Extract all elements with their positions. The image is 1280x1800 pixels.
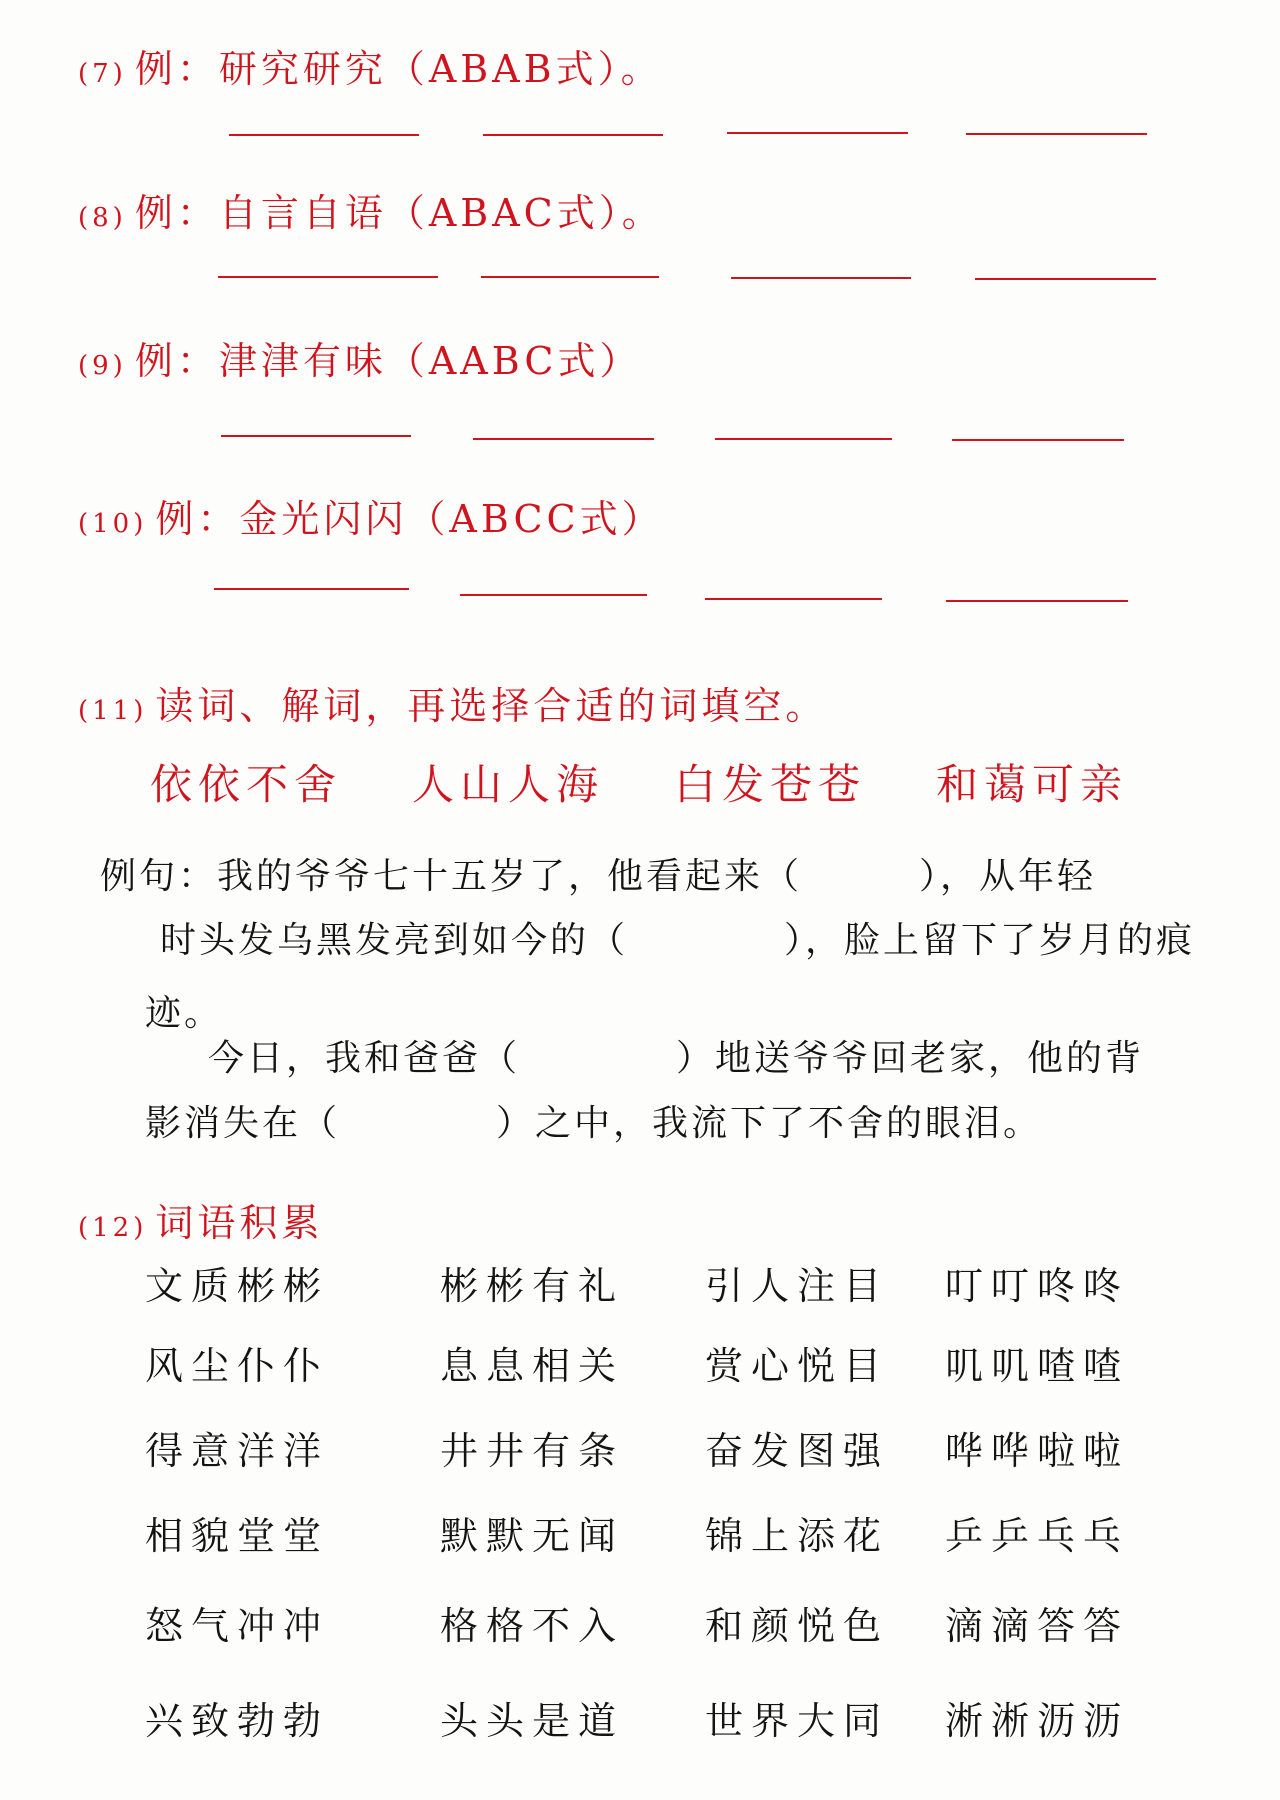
word-entry: 乒乒乓乓 bbox=[945, 1514, 1130, 1558]
answer-blank[interactable] bbox=[705, 598, 882, 600]
word-entry: 哗哗啦啦 bbox=[945, 1429, 1130, 1473]
question-10 bbox=[78, 488, 664, 543]
answer-blank[interactable] bbox=[975, 278, 1156, 280]
word-choice: 白发苍苍 bbox=[674, 760, 867, 809]
question-12 bbox=[78, 1192, 323, 1247]
sentence-line: 例句：我的爷爷七十五岁了，他看起来（ ），从年轻 bbox=[100, 856, 1097, 897]
answer-blank[interactable] bbox=[218, 276, 438, 278]
answer-blank[interactable] bbox=[966, 133, 1147, 135]
answer-blank[interactable] bbox=[221, 435, 411, 437]
question-8 bbox=[78, 182, 664, 237]
word-entry: 井井有条 bbox=[440, 1429, 625, 1473]
word-choice: 依依不舍 bbox=[150, 760, 343, 809]
word-entry: 赏心悦目 bbox=[705, 1344, 890, 1388]
question-number: (7) bbox=[78, 59, 127, 89]
word-entry: 和颜悦色 bbox=[705, 1604, 890, 1648]
word-entry: 锦上添花 bbox=[705, 1514, 890, 1558]
answer-blank[interactable] bbox=[715, 438, 892, 440]
question-number: (9) bbox=[78, 351, 127, 381]
word-entry: 兴致勃勃 bbox=[145, 1699, 330, 1743]
question-title: 读词、解词，再选择合适的词填空。 bbox=[155, 684, 828, 728]
answer-blank[interactable] bbox=[460, 594, 647, 596]
example-word: 研究研究（ABAB式）。 bbox=[218, 47, 663, 91]
question-number: (8) bbox=[78, 203, 127, 233]
word-entry: 风尘仆仆 bbox=[145, 1344, 330, 1388]
sentence-line: 影消失在（ ）之中，我流下了不舍的眼泪。 bbox=[145, 1103, 1043, 1144]
word-choice: 人山人海 bbox=[412, 760, 605, 809]
word-entry: 奋发图强 bbox=[705, 1429, 890, 1473]
answer-blank[interactable] bbox=[481, 276, 659, 278]
question-9 bbox=[78, 330, 641, 385]
example-label: 例： bbox=[134, 47, 219, 91]
example-word: 金光闪闪（ABCC式） bbox=[239, 497, 664, 541]
word-entry: 淅淅沥沥 bbox=[945, 1699, 1130, 1743]
word-entry: 息息相关 bbox=[440, 1344, 625, 1388]
sentence-line: 今日，我和爸爸（ ）地送爷爷回老家，他的背 bbox=[208, 1038, 1145, 1079]
word-entry: 世界大同 bbox=[705, 1699, 890, 1743]
sentence-line: 迹。 bbox=[145, 993, 224, 1034]
question-7 bbox=[78, 38, 663, 93]
answer-blank[interactable] bbox=[952, 439, 1124, 441]
answer-blank[interactable] bbox=[483, 134, 663, 136]
question-number: (12) bbox=[78, 1213, 148, 1243]
question-number: (11) bbox=[78, 696, 148, 726]
word-choices bbox=[150, 752, 1198, 812]
word-entry: 头头是道 bbox=[440, 1699, 625, 1743]
word-entry: 相貌堂堂 bbox=[145, 1514, 330, 1558]
example-label: 例： bbox=[134, 339, 219, 383]
example-label: 例： bbox=[155, 497, 240, 541]
question-title: 词语积累 bbox=[155, 1201, 324, 1245]
example-label: 例： bbox=[134, 191, 219, 235]
word-entry: 默默无闻 bbox=[440, 1514, 625, 1558]
word-choice: 和蔼可亲 bbox=[936, 760, 1129, 809]
word-entry: 得意洋洋 bbox=[145, 1429, 330, 1473]
word-entry: 叮叮咚咚 bbox=[945, 1264, 1130, 1308]
example-word: 津津有味（AABC式） bbox=[218, 339, 642, 383]
answer-blank[interactable] bbox=[214, 588, 409, 590]
answer-blank[interactable] bbox=[229, 134, 419, 136]
sentence-line: 时头发乌黑发亮到如今的（ ），脸上留下了岁月的痕 bbox=[160, 920, 1196, 961]
answer-blank[interactable] bbox=[473, 438, 654, 440]
answer-blank[interactable] bbox=[727, 132, 908, 134]
answer-blank[interactable] bbox=[731, 277, 911, 279]
word-entry: 引人注目 bbox=[705, 1264, 890, 1308]
example-word: 自言自语（ABAC式）。 bbox=[218, 191, 664, 235]
word-entry: 格格不入 bbox=[440, 1604, 625, 1648]
word-entry: 叽叽喳喳 bbox=[945, 1344, 1130, 1388]
word-entry: 彬彬有礼 bbox=[440, 1264, 625, 1308]
word-entry: 怒气冲冲 bbox=[145, 1604, 330, 1648]
word-entry: 滴滴答答 bbox=[945, 1604, 1130, 1648]
question-number: (10) bbox=[78, 509, 148, 539]
question-11 bbox=[78, 675, 827, 730]
answer-blank[interactable] bbox=[946, 600, 1128, 602]
word-entry: 文质彬彬 bbox=[145, 1264, 330, 1308]
